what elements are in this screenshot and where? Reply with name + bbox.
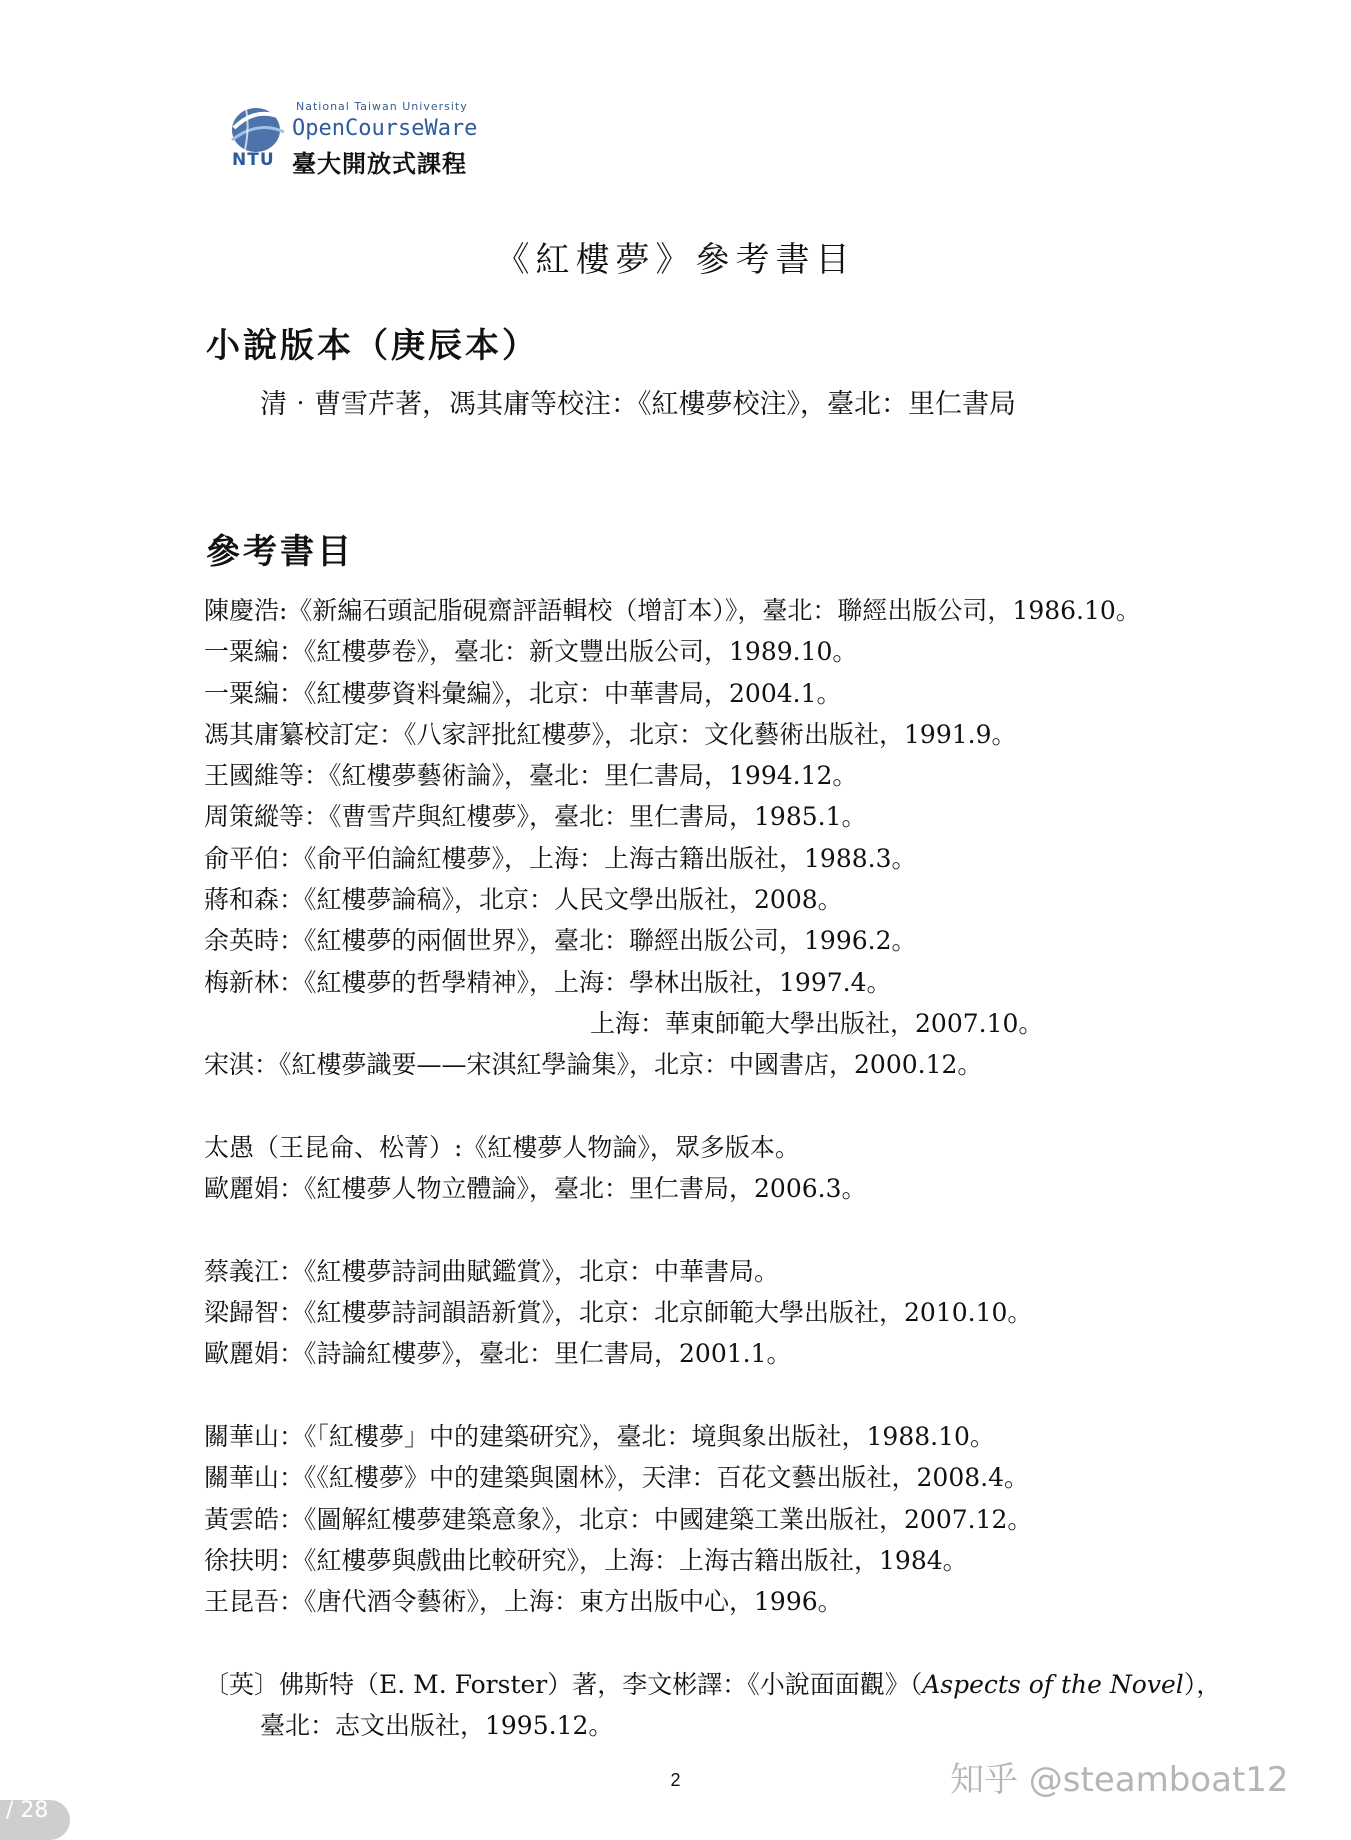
logo-university-text: National Taiwan University	[296, 100, 468, 113]
ntu-ocw-logo	[226, 98, 526, 176]
reference-item: 余英時：《紅樓夢的兩個世界》，臺北：聯經出版公司，1996.2。	[204, 926, 917, 956]
blank-line	[204, 1622, 1324, 1663]
logo-ntu-text: NTU	[232, 150, 275, 170]
reference-item: 歐麗娟：《紅樓夢人物立體論》，臺北：里仁書局，2006.3。	[204, 1174, 867, 1204]
reference-item: 梁歸智：《紅樓夢詩詞韻語新賞》，北京：北京師範大學出版社，2010.10。	[204, 1298, 1033, 1328]
reference-item: 太愚（王昆侖、松菁）:《紅樓夢人物論》，眾多版本。	[204, 1132, 800, 1162]
reference-item-continued: 上海：華東師範大學出版社，2007.10。	[590, 1008, 1044, 1038]
reference-item: 俞平伯：《俞平伯論紅樓夢》，上海：上海古籍出版社，1988.3。	[204, 843, 917, 873]
reference-item: 一粟編：《紅樓夢卷》，臺北：新文豐出版公司，1989.10。	[204, 637, 858, 667]
reference-item: 徐扶明：《紅樓夢與戲曲比較研究》，上海：上海古籍出版社，1984。	[204, 1545, 968, 1575]
edition-heading: 小說版本（庚辰本）	[206, 326, 539, 366]
reference-list	[204, 590, 1324, 1746]
reference-item: 關華山：《《紅樓夢》中的建築與園林》，天津：百花文藝出版社，2008.4。	[204, 1463, 1029, 1493]
document-title: 《紅樓夢》參考書目	[495, 240, 856, 280]
page-number: 2	[670, 1770, 681, 1790]
forster-prefix: 〔英〕佛斯特（E. M. Forster）著，李文彬譯：《小說面面觀》（	[204, 1669, 923, 1699]
reference-item: 一粟編：《紅樓夢資料彙編》，北京：中華書局，2004.1。	[204, 678, 842, 708]
reference-item-forster-line2: 臺北：志文出版社，1995.12。	[260, 1711, 614, 1741]
forster-suffix: ），	[1183, 1669, 1222, 1699]
reference-item: 王國維等：《紅樓夢藝術論》，臺北：里仁書局，1994.12。	[204, 761, 858, 791]
forster-english-title: Aspects of the Novel	[922, 1669, 1184, 1699]
logo-chinese-text: 臺大開放式課程	[292, 150, 467, 178]
reference-item: 周策縱等：《曹雪芹與紅樓夢》，臺北：里仁書局，1985.1。	[204, 802, 867, 832]
reference-item: 馮其庸纂校訂定：《八家評批紅樓夢》，北京：文化藝術出版社，1991.9。	[204, 719, 1017, 749]
references-heading: 參考書目	[206, 532, 354, 572]
reference-item: 黃雲皓：《圖解紅樓夢建築意象》，北京：中國建築工業出版社，2007.12。	[204, 1504, 1033, 1534]
blank-line	[204, 1209, 1324, 1250]
blank-line	[204, 1375, 1324, 1416]
blank-line	[204, 1086, 1324, 1127]
reference-item: 王昆吾：《唐代酒令藝術》，上海：東方出版中心，1996。	[204, 1587, 843, 1617]
reference-item: 梅新林：《紅樓夢的哲學精神》，上海：學林出版社，1997.4。	[204, 967, 892, 997]
page-indicator-text: / 28	[6, 1798, 49, 1823]
reference-item: 歐麗娟：《詩論紅樓夢》，臺北：里仁書局，2001.1。	[204, 1339, 792, 1369]
reference-item: 蔡義江：《紅樓夢詩詞曲賦鑑賞》，北京：中華書局。	[204, 1256, 780, 1286]
logo-ocw-text: OpenCourseWare	[292, 116, 478, 141]
reference-item: 陳慶浩:《新編石頭記脂硯齋評語輯校（增訂本）》，臺北：聯經出版公司，1986.10。	[204, 596, 1141, 625]
reference-item: 宋淇：《紅樓夢識要——宋淇紅學論集》，北京：中國書店，2000.12。	[204, 1050, 983, 1080]
page-indicator-badge	[0, 1800, 70, 1840]
reference-item-forster	[204, 1664, 1324, 1705]
reference-item: 關華山：《「紅樓夢」中的建築研究》，臺北：境與象出版社，1988.10。	[204, 1421, 995, 1451]
reference-item: 蔣和森：《紅樓夢論稿》，北京：人民文學出版社，2008。	[204, 885, 843, 915]
zhihu-watermark: 知乎 @steamboat12	[950, 1760, 1289, 1800]
edition-entry: 清‧曹雪芹著，馮其庸等校注：《紅樓夢校注》，臺北：里仁書局	[260, 389, 1016, 420]
